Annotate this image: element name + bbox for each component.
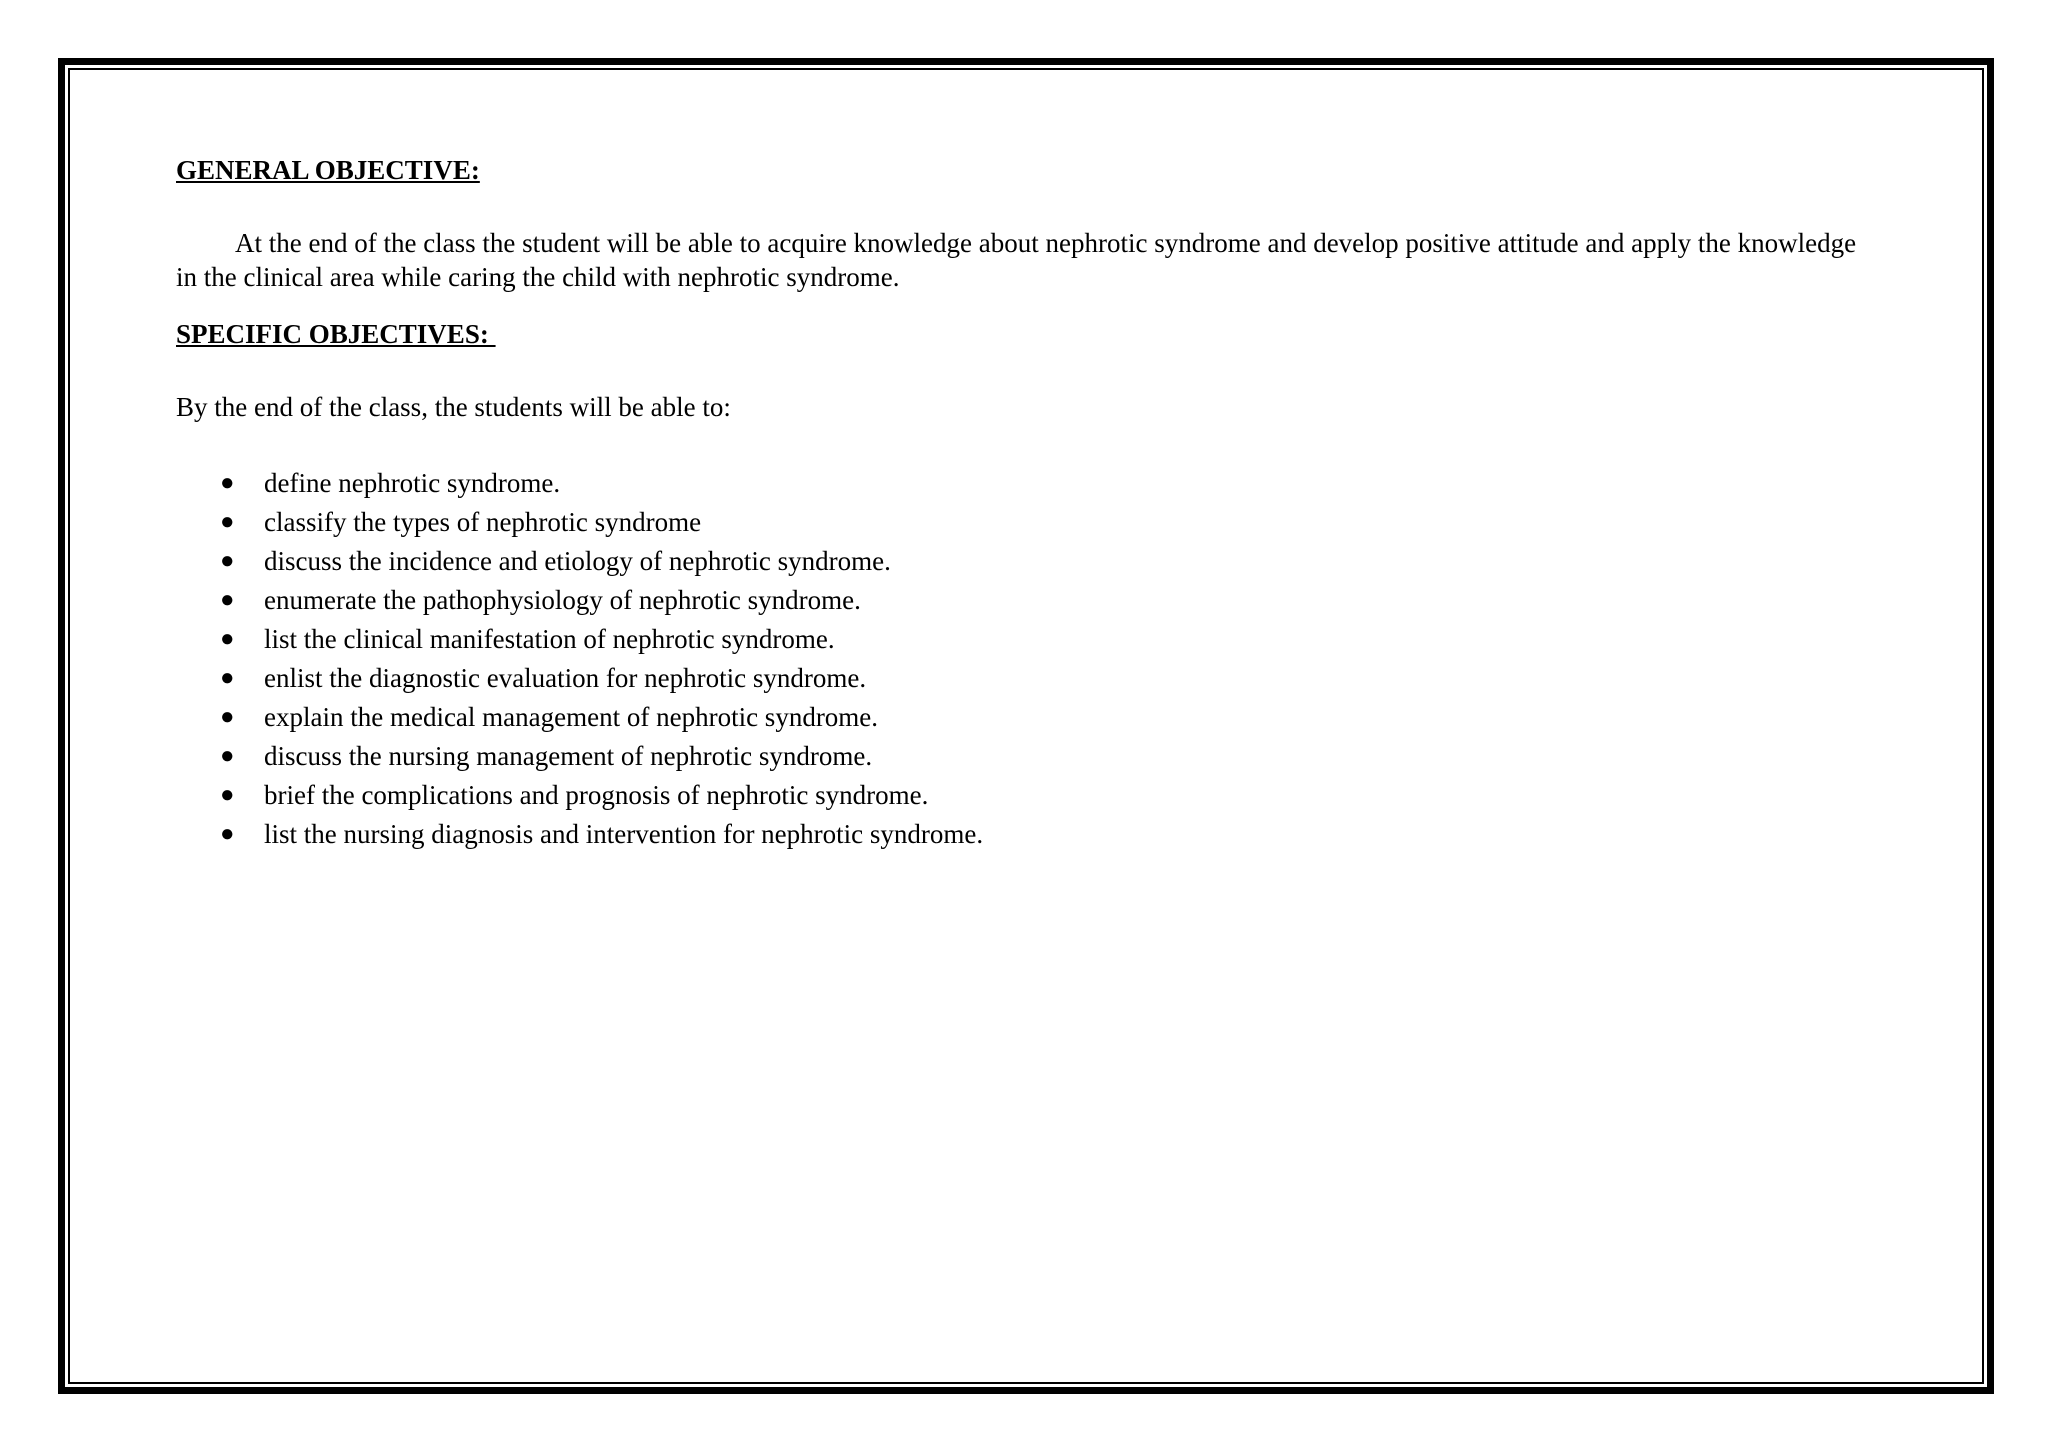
objective-text: explain the medical management of nephrotic syndrome. xyxy=(264,702,879,732)
bullet-icon: ● xyxy=(220,821,235,847)
list-item xyxy=(176,542,1876,581)
objective-text: classify the types of nephrotic syndrome xyxy=(264,507,702,537)
bullet-icon: ● xyxy=(220,509,235,535)
objective-text: discuss the nursing management of nephrotic syndrome. xyxy=(264,741,873,771)
specific-objectives-intro: By the end of the class, the students will be able to: xyxy=(176,392,731,422)
specific-objectives-heading: SPECIFIC OBJECTIVES: xyxy=(176,319,496,349)
list-item xyxy=(176,815,1876,854)
general-objective-heading: GENERAL OBJECTIVE: xyxy=(176,155,480,185)
list-item xyxy=(176,776,1876,815)
list-item xyxy=(176,737,1876,776)
objective-text: list the nursing diagnosis and intervention for nephrotic syndrome. xyxy=(264,819,984,849)
bullet-icon: ● xyxy=(220,665,235,691)
list-item xyxy=(176,581,1876,620)
list-item xyxy=(176,698,1876,737)
document-content xyxy=(176,152,1876,854)
bullet-icon: ● xyxy=(220,470,235,496)
objective-text: enumerate the pathophysiology of nephrotic syndrome. xyxy=(264,585,861,615)
bullet-icon: ● xyxy=(220,587,235,613)
bullet-icon: ● xyxy=(220,548,235,574)
objective-text: enlist the diagnostic evaluation for nephrotic syndrome. xyxy=(264,663,867,693)
bullet-icon: ● xyxy=(220,782,235,808)
objective-text: discuss the incidence and etiology of nephrotic syndrome. xyxy=(264,546,891,576)
bullet-icon: ● xyxy=(220,626,235,652)
list-item xyxy=(176,464,1876,503)
objective-text: brief the complications and prognosis of nephrotic syndrome. xyxy=(264,780,929,810)
objective-text: define nephrotic syndrome. xyxy=(264,468,561,498)
list-item xyxy=(176,503,1876,542)
general-objective-text: At the end of the class the student will be able to acquire knowledge about nephrotic syndrome and develop positive attitude and apply the knowledge in the clinical area while caring the child with nephrotic syndrome. xyxy=(176,228,1857,292)
bullet-icon: ● xyxy=(220,704,235,730)
objective-text: list the clinical manifestation of nephrotic syndrome. xyxy=(264,624,835,654)
bullet-icon: ● xyxy=(220,743,235,769)
list-item xyxy=(176,659,1876,698)
specific-objectives-list xyxy=(176,464,1876,854)
list-item xyxy=(176,620,1876,659)
